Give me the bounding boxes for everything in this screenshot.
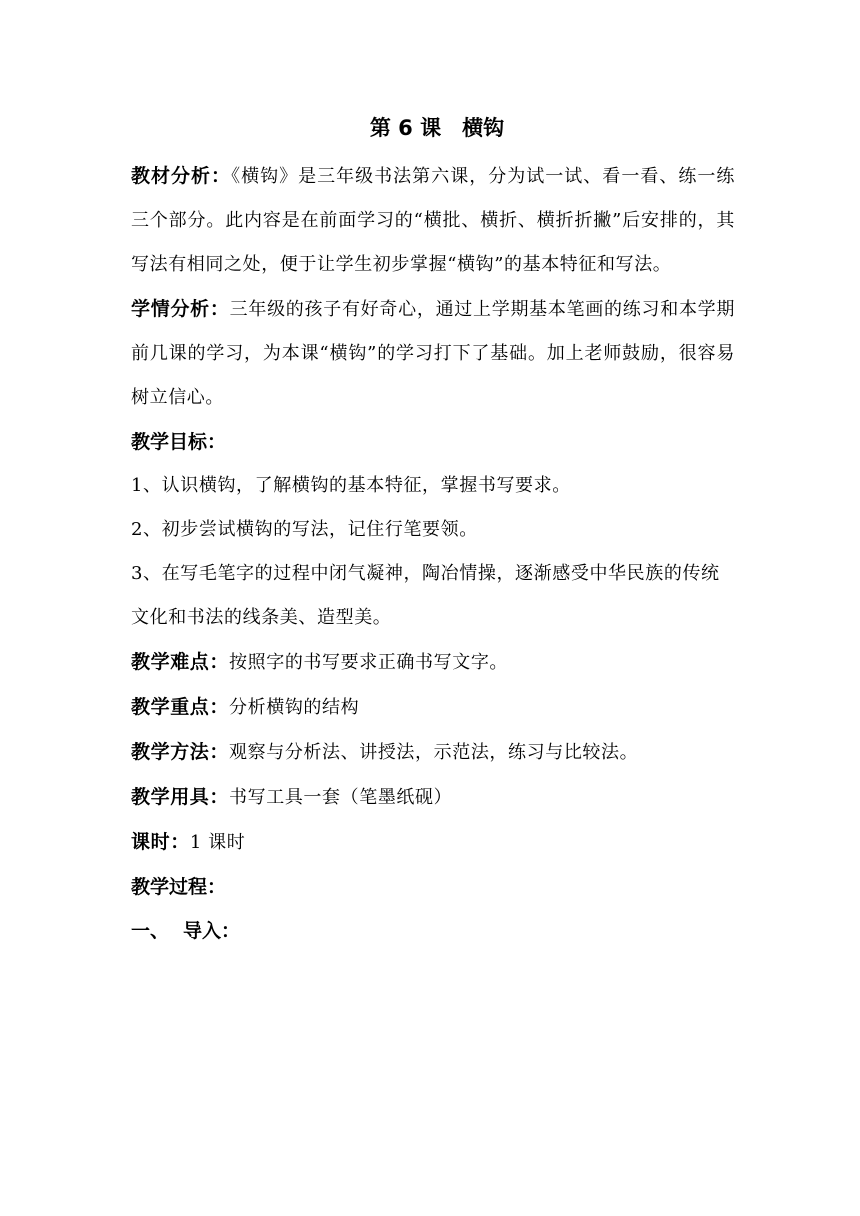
intro-number: 一、: [131, 920, 170, 942]
method-label: 教学方法：: [131, 741, 230, 763]
student-label: 学情分析：: [131, 298, 230, 320]
goal-item-2: 2、初步尝试横钩的写法，记住行笔要领。: [131, 519, 478, 540]
page-title: 第 6 课 横钩: [369, 116, 505, 140]
focus-paragraph: [131, 685, 735, 730]
focus-text: 分析横钩的结构: [229, 697, 360, 718]
tools-text: 书写工具一套（笔墨纸砚）: [229, 787, 453, 808]
analysis-text: 《横钩》是三年级书法第六课，分为试一试、看一看、练一练三个部分。此内容是在前面学习的“横批、横折、横折折撇”后安排的，其写法有相同之处，便于让学生初步掌握“横钩”的基本特征和写法。: [131, 166, 735, 275]
hours-text: 1 课时: [189, 832, 246, 853]
lesson-plan-page: [131, 110, 735, 953]
hours-label: 课时：: [131, 831, 190, 853]
method-text: 观察与分析法、讲授法，示范法，练习与比较法。: [229, 742, 639, 763]
tools-label: 教学用具：: [131, 786, 230, 808]
hours-paragraph: [131, 820, 735, 865]
student-text: 三年级的孩子有好奇心，通过上学期基本笔画的练习和本学期前几课的学习，为本课“横钩”的学习打下了基础。加上老师鼓励，很容易树立信心。: [131, 299, 735, 408]
difficulty-paragraph: [131, 640, 735, 685]
method-paragraph: [131, 730, 735, 775]
process-heading: 教学过程：: [131, 876, 227, 898]
difficulty-text: 按照字的书写要求正确书写文字。: [229, 652, 509, 673]
focus-label: 教学重点：: [131, 696, 230, 718]
goal-item-3: 3、在写毛笔字的过程中闭气凝神，陶冶情操，逐渐感受中华民族的传统文化和书法的线条美、造型美。: [131, 563, 720, 628]
analysis-paragraph: [131, 154, 735, 287]
goal-item-1: 1、认识横钩，了解横钩的基本特征，掌握书写要求。: [131, 475, 571, 496]
analysis-label: 教材分析：: [131, 165, 232, 187]
intro-heading: [131, 909, 735, 953]
tools-paragraph: [131, 775, 735, 820]
intro-label: 导入：: [183, 920, 241, 942]
student-paragraph: [131, 287, 735, 420]
goals-heading: 教学目标：: [131, 431, 227, 453]
difficulty-label: 教学难点：: [131, 651, 230, 673]
